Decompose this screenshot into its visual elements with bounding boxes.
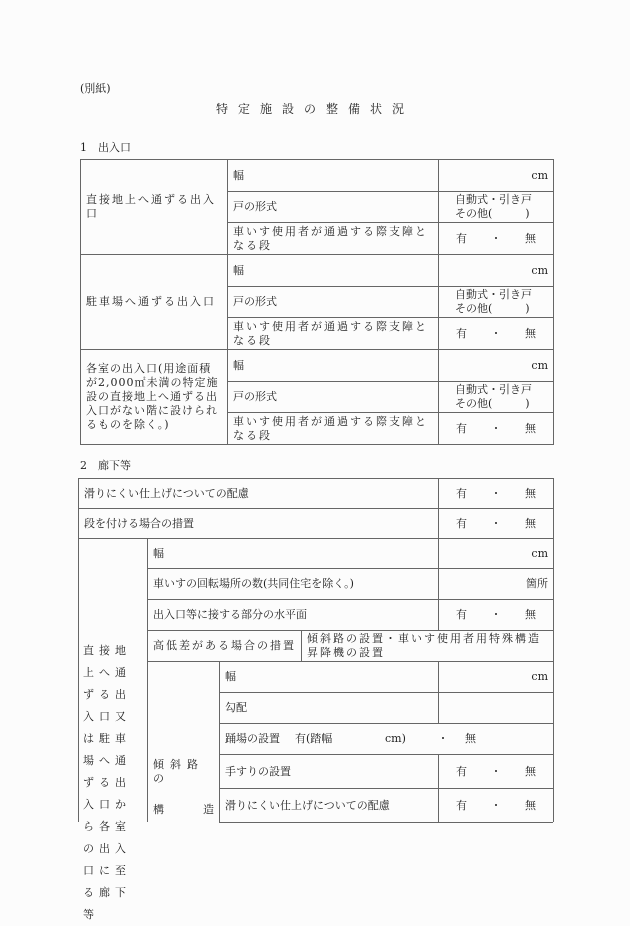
section-heading-entrances: 1 出入口	[80, 141, 131, 154]
no-option[interactable]: 無	[525, 764, 536, 778]
item-label: 滑りにくい仕上げについての配慮	[225, 798, 390, 812]
yes-no-choice	[439, 600, 553, 630]
separator-dot: ・	[490, 486, 502, 500]
ramp-label-bottom	[148, 800, 219, 820]
separator-dot: ・	[490, 326, 502, 340]
group-label: 直接地上へ通ずる出入口又は駐車場へ通ずる出入口から各室の出入口に至る廊下等	[83, 644, 131, 921]
yes-no-choice	[439, 413, 553, 444]
section-heading-corridors: 2 廊下等	[80, 459, 131, 472]
door-type-line2: その他( )	[455, 397, 530, 410]
yes-option[interactable]: 有	[456, 608, 467, 621]
item-label: 出入口等に接する部分の水平面	[153, 608, 307, 621]
door-type-line1: 自動式・引き戸	[455, 193, 532, 206]
yes-no-choice	[439, 755, 553, 788]
attachment-note: (別紙)	[80, 82, 111, 95]
yes-option[interactable]: 有	[456, 486, 467, 500]
item-label: 段を付ける場合の措置	[84, 516, 194, 530]
yes-no-choice	[439, 223, 553, 254]
item-label: 車いす使用者が通過する際支障となる段	[233, 414, 428, 442]
item-label: 戸の形式	[233, 390, 277, 403]
door-type-options	[439, 382, 553, 412]
separator-dot: ・	[490, 764, 502, 778]
yes-no-choice	[439, 479, 553, 508]
door-type-line1: 自動式・引き戸	[455, 288, 532, 301]
landing-row	[220, 724, 553, 754]
door-type-options	[439, 192, 553, 222]
slope-value[interactable]	[439, 693, 553, 723]
yes-option[interactable]: 有(踏幅	[295, 732, 333, 745]
no-option[interactable]: 無	[525, 798, 536, 812]
item-label: 戸の形式	[233, 200, 277, 213]
item-label: 幅	[153, 546, 164, 560]
group-label: 各室の出入口(用途面積が2,000㎡未満の特定施設の直接地上へ通ずる出入口がない階に設けられるものを除く。)	[86, 362, 219, 431]
separator-dot: ・	[490, 516, 502, 530]
separator-dot: ・	[490, 608, 502, 621]
separator-dot: ・	[490, 798, 502, 812]
ramp-label-top: 傾斜路の	[153, 758, 204, 785]
no-option[interactable]: 無	[525, 421, 536, 435]
yes-no-choice	[439, 789, 553, 822]
yes-option[interactable]: 有	[456, 764, 467, 778]
item-label: 幅	[225, 670, 236, 683]
group-label: 直接地上へ通ずる出入口	[86, 193, 216, 220]
item-label: 幅	[233, 358, 244, 372]
item-label: 車いす使用者が通過する際支障となる段	[233, 224, 428, 252]
item-label: 戸の形式	[233, 295, 277, 308]
width-unit: cm	[531, 168, 548, 182]
count-unit: 箇所	[526, 577, 548, 590]
yes-option[interactable]: 有	[456, 231, 467, 245]
item-label: 幅	[233, 168, 244, 182]
ramp-label-bottom-left: 構	[153, 803, 164, 816]
no-option[interactable]: 無	[525, 608, 536, 621]
no-option[interactable]: 無	[465, 732, 476, 745]
page-title: 特定施設の整備状況	[215, 102, 414, 116]
door-type-line2: その他( )	[455, 207, 530, 220]
item-label: 勾配	[225, 701, 247, 714]
yes-option[interactable]: 有	[456, 516, 467, 530]
no-option[interactable]: 無	[525, 231, 536, 245]
yes-no-choice	[439, 509, 553, 538]
no-option[interactable]: 無	[525, 486, 536, 500]
door-type-line1: 自動式・引き戸	[455, 383, 532, 396]
width-unit: cm	[531, 263, 548, 277]
item-label: 手すりの設置	[225, 764, 291, 778]
landing-unit: cm)	[385, 732, 406, 745]
door-type-options	[439, 287, 553, 317]
door-type-line2: その他( )	[455, 302, 530, 315]
item-label: 高低差がある場合の措置	[153, 639, 296, 652]
width-unit: cm	[531, 546, 548, 560]
level-difference-measures: 傾斜路の設置・車いす使用者用特殊構造昇降機の設置	[307, 632, 541, 659]
separator-dot: ・	[490, 421, 502, 435]
yes-no-choice	[439, 318, 553, 349]
no-option[interactable]: 無	[525, 516, 536, 530]
item-label: 滑りにくい仕上げについての配慮	[84, 486, 249, 500]
yes-option[interactable]: 有	[456, 798, 467, 812]
width-unit: cm	[531, 670, 548, 683]
item-label: 車いす使用者が通過する際支障となる段	[233, 319, 428, 347]
no-option[interactable]: 無	[525, 326, 536, 340]
yes-option[interactable]: 有	[456, 421, 467, 435]
width-unit: cm	[531, 358, 548, 372]
yes-option[interactable]: 有	[456, 326, 467, 340]
item-label: 車いすの回転場所の数(共同住宅を除く。)	[153, 577, 354, 590]
item-label: 踊場の設置	[225, 732, 280, 745]
group-label: 駐車場へ通ずる出入口	[86, 295, 216, 308]
item-label: 幅	[233, 263, 244, 277]
separator-dot: ・	[437, 732, 449, 745]
ramp-label-bottom-right: 造	[203, 803, 214, 816]
separator-dot: ・	[490, 231, 502, 245]
